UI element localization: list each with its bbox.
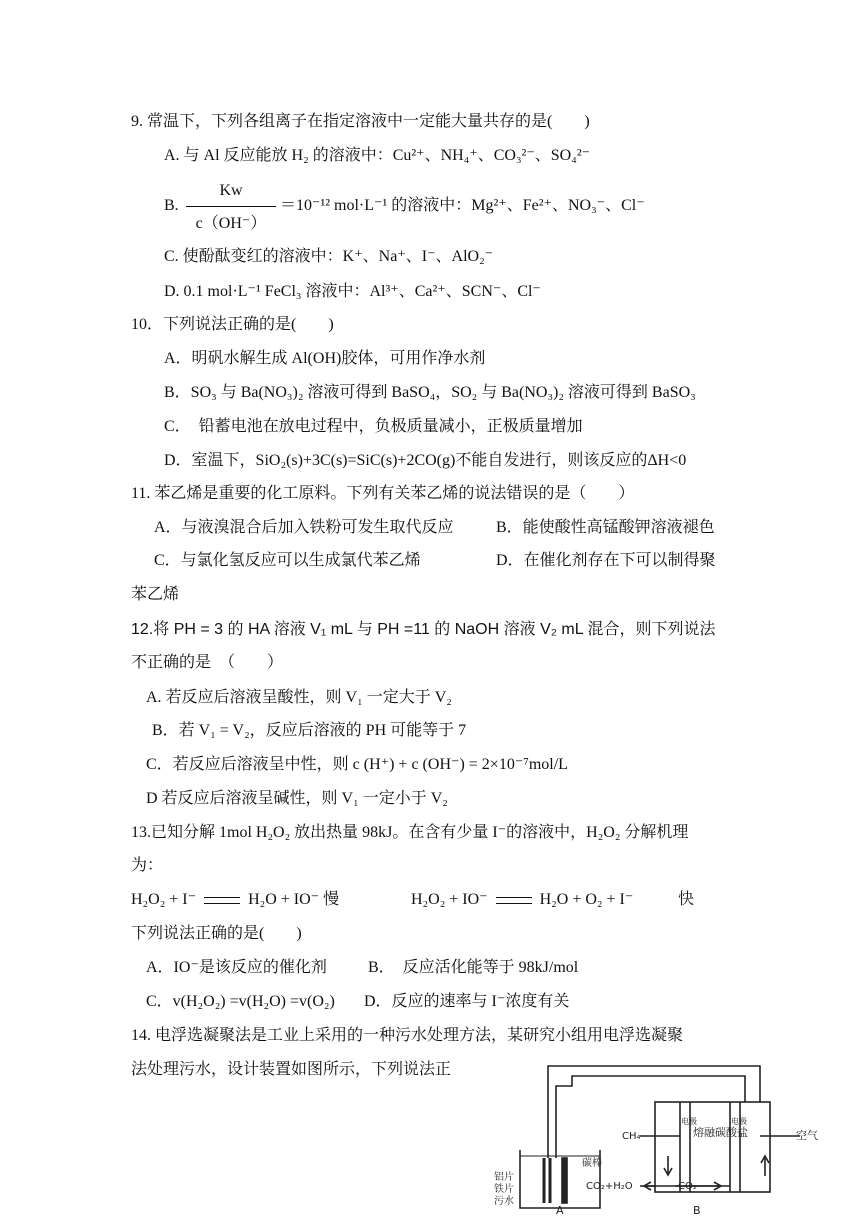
sewage-label: 污水 [494, 1196, 514, 1207]
reaction-1-products: H₂O + IO⁻ 慢 [248, 891, 340, 908]
right-electrode-label: 电极 [731, 1117, 747, 1126]
aluminum-sheet-label: 铝片 [494, 1172, 514, 1183]
q12-option-a: A. 若反应后溶液呈酸性，则 V₁ 一定大于 V₂ [146, 689, 452, 706]
q10-option-d: D．室温下，SiO₂(s)+3C(s)=SiC(s)+2CO(g)不能自发进行，则该反应的ΔH<0 [164, 452, 687, 469]
q10-option-b: B．SO₃ 与 Ba(NO₃)₂ 溶液可得到 BaSO₄，SO₂ 与 Ba(NO₃)₂ 溶液可得到 BaSO₃ [164, 384, 696, 401]
reaction-1-reactants: H₂O₂ + I⁻ [131, 891, 197, 908]
q14-stem: 14. 电浮选凝聚法是工业上采用的一种污水处理方法，某研究小组用电浮选凝聚 [131, 1027, 684, 1044]
apparatus-b-label: B [693, 1204, 701, 1216]
q13-option-c: C．v(H₂O₂) =v(H₂O) =v(O₂) [146, 993, 335, 1010]
q12-option-c: C．若反应后溶液呈中性，则 c (H⁺) + c (OH⁻) = 2×10⁻⁷mol/L [146, 756, 568, 773]
q12-option-d: D 若反应后溶液呈碱性，则 V₁ 一定小于 V₂ [146, 790, 448, 807]
reaction-2-reactants: H₂O₂ + IO⁻ [411, 891, 488, 908]
q13-reaction-2 [411, 890, 633, 910]
q11-option-b: B．能使酸性高锰酸钾溶液褪色 [496, 519, 715, 536]
q11-option-d: D．在催化剂存在下可以制得聚 [496, 552, 716, 569]
q11-stem: 11. 苯乙烯是重要的化工原料。下列有关苯乙烯的说法错误的是（ ） [131, 485, 635, 502]
fraction-numerator: Kw [219, 182, 243, 199]
fraction-denominator: c（OH⁻） [195, 215, 267, 232]
q9-option-b-rest: ＝10⁻¹² mol·L⁻¹ 的溶液中：Mg²⁺、Fe²⁺、NO₃⁻、Cl⁻ [280, 197, 645, 214]
air-label: 空气 [796, 1129, 818, 1142]
apparatus-a-label: A [556, 1204, 564, 1216]
molten-salt-label: 熔融碳酸盐 [693, 1126, 748, 1139]
equilibrium-sign [204, 897, 240, 904]
q9-option-b-label: B. [164, 197, 179, 214]
left-electrode-label: 电极 [681, 1117, 697, 1126]
reaction-2-products: H₂O + O₂ + I⁻ [539, 891, 634, 908]
q12-option-b: B．若 V₁ = V₂，反应后溶液的 PH 可能等于 7 [152, 722, 467, 739]
q13-stem: 13.已知分解 1mol H₂O₂ 放出热量 98kJ。在含有少量 I⁻的溶液中，H₂O₂ 分解机理 [131, 824, 689, 841]
q11-option-d-continued: 苯乙烯 [131, 586, 180, 603]
q11-option-a: A．与液溴混合后加入铁粉可发生取代反应 [154, 519, 454, 536]
q9-stem: 9. 常温下，下列各组离子在指定溶液中一定能大量共存的是( ) [131, 113, 590, 130]
q13-option-b: B． 反应活化能等于 98kJ/mol [368, 959, 579, 976]
q13-stem-continued: 为： [131, 857, 164, 874]
q11-option-c: C．与氯化氢反应可以生成氯代苯乙烯 [154, 552, 421, 569]
q9-option-c: C. 使酚酞变红的溶液中：K⁺、Na⁺、I⁻、AlO₂⁻ [164, 248, 494, 265]
ch4-label: CH₄ [622, 1131, 641, 1142]
q10-option-a: A．明矾水解生成 Al(OH)胶体，可用作净水剂 [164, 350, 486, 367]
q13-reaction-2-speed: 快 [678, 891, 695, 908]
q9-option-d: D. 0.1 mol·L⁻¹ FeCl₃ 溶液中：Al³⁺、Ca²⁺、SCN⁻、Cl⁻ [164, 283, 541, 300]
equilibrium-sign [496, 897, 532, 904]
q9-option-a: A. 与 Al 反应能放 H₂ 的溶液中：Cu²⁺、NH₄⁺、CO₃²⁻、SO₄²⁻ [164, 147, 591, 164]
q12-stem-continued: 不正确的是 （ ） [131, 654, 284, 671]
electrolysis-apparatus-diagram [490, 1058, 830, 1216]
carbon-rod-label: 碳棒 [582, 1158, 602, 1169]
iron-sheet-label: 铁片 [494, 1184, 514, 1195]
q13-option-a: A．IO⁻是该反应的催化剂 [146, 959, 327, 976]
wire-outer [548, 1066, 760, 1158]
q12-stem: 12.将 PH = 3 的 HA 溶液 V₁ mL 与 PH =11 的 NaOH 溶液 V₂ mL 混合，则下列说法 [131, 621, 716, 638]
wire-inner [556, 1076, 745, 1158]
fuel-cell-body [655, 1102, 770, 1192]
co2-label: CO₂ [678, 1181, 697, 1192]
q14-stem-continued: 法处理污水，设计装置如图所示，下列说法正 [131, 1061, 452, 1078]
co2-h2o-label: CO₂+H₂O [586, 1181, 633, 1192]
q13-reaction-1 [131, 890, 339, 910]
q10-stem: 10．下列说法正确的是( ) [131, 316, 334, 333]
fraction-bar [186, 206, 276, 207]
q13-stem-question: 下列说法正确的是( ) [131, 925, 302, 942]
q13-option-d: D．反应的速率与 I⁻浓度有关 [364, 993, 570, 1010]
carbon-rod [562, 1158, 567, 1203]
q10-option-c: C． 铅蓄电池在放电过程中，负极质量减小，正极质量增加 [164, 418, 583, 435]
